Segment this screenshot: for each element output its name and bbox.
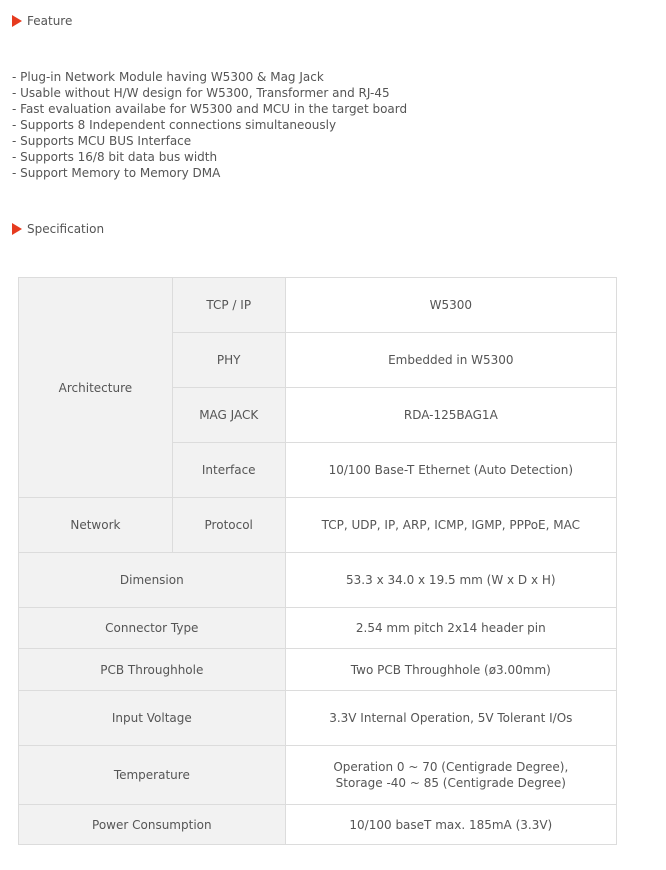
arrow-right-icon xyxy=(12,223,22,235)
network-label: Network xyxy=(19,498,173,553)
spec-value: Two PCB Throughhole (ø3.00mm) xyxy=(285,649,616,691)
spec-value: W5300 xyxy=(285,278,616,333)
table-row xyxy=(19,553,617,608)
list-item: - Supports 8 Independent connections simultaneously xyxy=(12,118,337,132)
table-row xyxy=(19,691,617,746)
temperature-line: Storage -40 ~ 85 (Centigrade Degree) xyxy=(335,776,566,790)
table-row xyxy=(19,608,617,649)
spec-label: Connector Type xyxy=(19,608,286,649)
list-item: - Supports 16/8 bit data bus width xyxy=(12,150,218,164)
table-row xyxy=(19,805,617,845)
list-item: - Usable without H/W design for W5300, Transformer and RJ-45 xyxy=(12,86,390,100)
list-item: - Plug-in Network Module having W5300 & Mag Jack xyxy=(12,70,324,84)
specification-table xyxy=(18,277,617,845)
power-value: 10/100 baseT max. 185mA (3.3V) xyxy=(285,805,616,845)
feature-heading xyxy=(12,14,72,28)
spec-value: Embedded in W5300 xyxy=(285,333,616,388)
list-item: - Fast evaluation availabe for W5300 and MCU in the target board xyxy=(12,102,408,116)
specification-heading-label: Specification xyxy=(27,222,105,236)
power-label: Power Consumption xyxy=(19,805,286,845)
architecture-label: Architecture xyxy=(19,278,173,498)
spec-value: 53.3 x 34.0 x 19.5 mm (W x D x H) xyxy=(285,553,616,608)
table-row xyxy=(19,649,617,691)
sub-label: Protocol xyxy=(172,498,285,553)
spec-value: TCP, UDP, IP, ARP, ICMP, IGMP, PPPoE, MAC xyxy=(285,498,616,553)
temperature-value xyxy=(285,746,616,805)
feature-list xyxy=(12,69,407,181)
list-item: - Supports MCU BUS Interface xyxy=(12,134,192,148)
table-row xyxy=(19,746,617,805)
specification-heading xyxy=(12,222,104,236)
list-item: - Support Memory to Memory DMA xyxy=(12,166,221,180)
spec-label: PCB Throughhole xyxy=(19,649,286,691)
table-row xyxy=(19,278,617,333)
temperature-label: Temperature xyxy=(19,746,286,805)
sub-label: MAG JACK xyxy=(172,388,285,443)
spec-label: Dimension xyxy=(19,553,286,608)
sub-label: PHY xyxy=(172,333,285,388)
feature-heading-label: Feature xyxy=(27,14,73,28)
arrow-right-icon xyxy=(12,15,22,27)
spec-label: Input Voltage xyxy=(19,691,286,746)
temperature-line: Operation 0 ~ 70 (Centigrade Degree), xyxy=(333,760,569,774)
table-row xyxy=(19,498,617,553)
sub-label: TCP / IP xyxy=(172,278,285,333)
spec-value: RDA-125BAG1A xyxy=(285,388,616,443)
spec-value: 3.3V Internal Operation, 5V Tolerant I/Os xyxy=(285,691,616,746)
spec-value: 10/100 Base-T Ethernet (Auto Detection) xyxy=(285,443,616,498)
sub-label: Interface xyxy=(172,443,285,498)
spec-value: 2.54 mm pitch 2x14 header pin xyxy=(285,608,616,649)
